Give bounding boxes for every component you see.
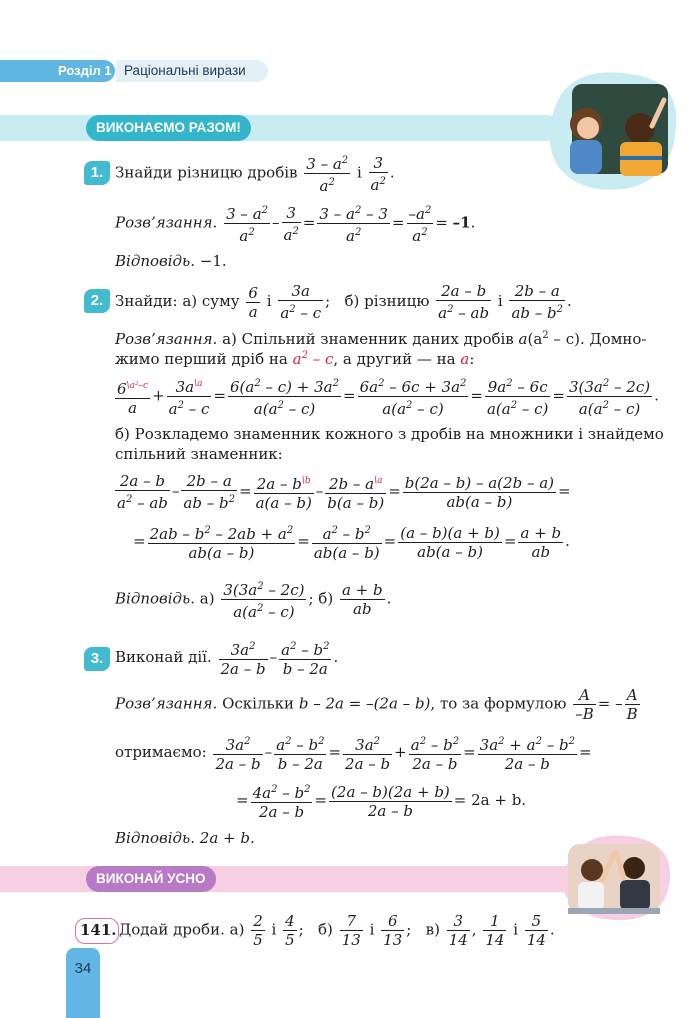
task2-solution-a-line1: Розв’язання. а) Спільний знаменник даних дробів $a(a^2 - c)$. Домно- bbox=[115, 330, 647, 348]
task1-frac1: $\frac{3 - a^2}{a^2}$ bbox=[304, 152, 350, 195]
task2-answer: Відповідь. а) $\frac{3(3a^2 - 2c)}{a(a^2 - c)}$ ; б) $\frac{a + b}{ab}$ . bbox=[115, 578, 391, 621]
task2-solution-a-line2: жимо перший дріб на $a^2$ – c, а другий — на a: bbox=[115, 350, 475, 368]
task3-solution-line1: Розв’язання. Оскільки b – 2a = –(2a – b), то за формулою $\frac{A}{-B}$ = – $\frac{A}{B}$ bbox=[115, 686, 638, 723]
task2-diff-equation-2: = $\frac{2ab - b^2 - 2ab + a^2}{ab(a - b)}$ = $\frac{a^2 - b^2}{ab(a - b)}$ = $\frac{(a - b)(a + b)}{ab(a - b)}$ = $\frac{a + b}{ab}$ . bbox=[133, 523, 570, 562]
task2-badge: 2. bbox=[84, 289, 110, 313]
task2-solution-b-line2: спільний знаменник: bbox=[115, 445, 283, 463]
task2-statement: Знайди: а) суму $\frac{6}{a}$ і $\frac{3a}{a^2 - c}$ ; б) різницю $\frac{2a - b}{a^2 - ab}$ і $\frac{2b - a}{ab - b^2}$ . bbox=[115, 282, 572, 322]
chapter-title: Раціональні вирази bbox=[124, 63, 246, 78]
task1-text: Знайди різницю дробів bbox=[115, 163, 298, 182]
task3-statement: Виконай дії. $\frac{3a^2}{2a - b}$ – $\frac{a^2 - b^2}{b - 2a}$ . bbox=[115, 638, 338, 678]
task3-answer: Відповідь. 2a + b. bbox=[115, 829, 255, 847]
task3-badge: 3. bbox=[84, 647, 110, 671]
task2-solution-b-line1: б) Розкладемо знаменник кожного з дробів на множники і знайдемо bbox=[115, 425, 664, 443]
task3-solution-line2: отримаємо: $\frac{3a^2}{2a - b}$ – $\frac{a^2 - b^2}{b - 2a}$ = $\frac{3a^2}{2a - b}$ + $\frac{a^2 - b^2}{2a - b}$ = $\frac{3a^2 + a^2 - b^2}{2a - b}$ = bbox=[115, 733, 592, 773]
task1-answer: Відповідь. −1. bbox=[115, 252, 227, 270]
page-number-box bbox=[66, 948, 100, 1018]
task2-sum-equation: $\frac{6^{\backslash a^2-c}}{a}$ + $\frac{3a^{\backslash a}}{a^2 - c}$ = $\frac{6(a^2 - c) + 3a^2}{a(a^2 - c)}$ = $\frac{6a^2 - 6c + 3a^2}{a(a^2 - c)}$ = $\frac{9a^2 - 6c}{a(a^2 - c)}$ = $\frac{3(3a^2 - 2c)}{a(a^2 - c)}$ . bbox=[113, 375, 659, 418]
banner-together-label: ВИКОНАЄМО РАЗОМ! bbox=[86, 115, 251, 141]
exercise-141-statement: Додай дроби. а) $\frac{2}{5}$ і $\frac{4}{5}$ ; б) $\frac{7}{13}$ і $\frac{6}{13}$ ; в) $\frac{3}{14}$ , $\frac{1}{14}$ і $\frac{5}{14}$ . bbox=[119, 912, 555, 949]
task1-solution: Розв’язання. $\frac{3 - a^2}{a^2}$ – $\frac{3}{a^2}$ = $\frac{3 - a^2 - 3}{a^2}$ = $\frac{-a^2}{a^2}$ = –1. bbox=[115, 203, 476, 245]
task1-statement: Знайди різницю дробів $\frac{3 - a^2}{a^2}$ і $\frac{3}{a^2}$ . bbox=[115, 153, 395, 195]
task1-badge: 1. bbox=[84, 161, 110, 185]
classroom-illustration bbox=[540, 66, 680, 194]
students-illustration bbox=[556, 830, 674, 922]
banner-together-bg bbox=[0, 115, 560, 141]
chapter-label: Розділ 1 bbox=[58, 63, 112, 78]
page-number: 34 bbox=[74, 960, 92, 977]
banner-oral-label: ВИКОНАЙ УСНО bbox=[86, 866, 216, 892]
task2-diff-equation-1: $\frac{2a - b}{a^2 - ab}$ – $\frac{2b - a}{ab - b^2}$ = $\frac{2a - b^{\backslash b}}{a(a - b)}$ – $\frac{2b - a^{\backslash a}}{b(a - b)}$ = $\frac{b(2a - b) - a(2b - a)}{ab(a - b)}$ = bbox=[117, 472, 571, 512]
task3-solution-line3: = $\frac{4a^2 - b^2}{2a - b}$ = $\frac{(2a - b)(2a + b)}{2a - b}$ = 2a + b. bbox=[236, 782, 527, 821]
task1-frac2: $\frac{3}{a^2}$ bbox=[370, 153, 386, 194]
exercise-141-number: 141. bbox=[80, 921, 117, 939]
